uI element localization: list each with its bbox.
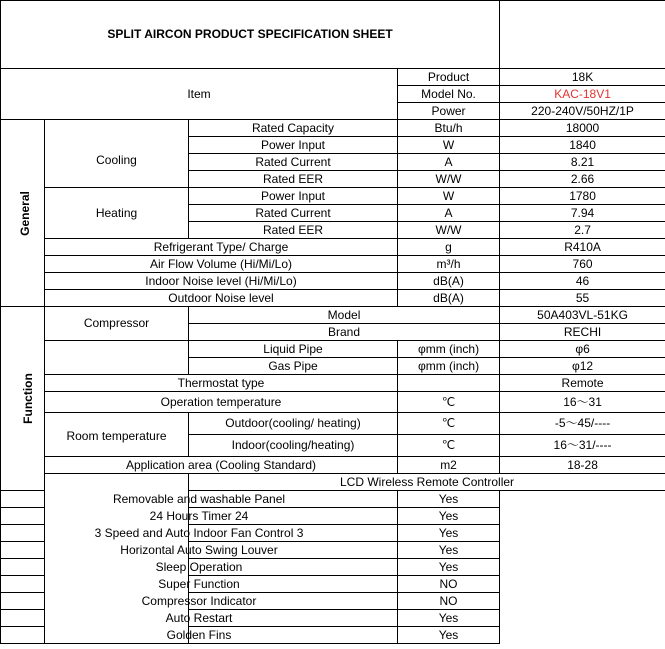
heating-unit: W/W <box>398 222 500 239</box>
heating-param: Power Input <box>189 188 398 205</box>
liquid-pipe-unit: φmm (inch) <box>398 341 500 358</box>
cooling-unit: W/W <box>398 171 500 188</box>
compressor-model-label: Model <box>189 307 500 324</box>
cooling-unit: A <box>398 154 500 171</box>
thermostat-value: Remote <box>500 375 665 392</box>
thermostat-unit <box>398 375 500 392</box>
heating-param: Rated EER <box>189 222 398 239</box>
feature-name: Auto Restart <box>1 610 398 627</box>
operation-temp-value: 16～31 <box>500 392 665 413</box>
cooling-unit: W <box>398 137 500 154</box>
feature-value: NO <box>398 576 500 593</box>
gas-pipe-unit: φmm (inch) <box>398 358 500 375</box>
feature-name: 24 Hours Timer 24 <box>1 508 398 525</box>
room-temp-indoor-label: Indoor(cooling/heating) <box>189 435 398 457</box>
feature-name: Golden Fins <box>1 627 398 644</box>
cooling-value: 8.21 <box>500 154 665 171</box>
cooling-param: Rated Current <box>189 154 398 171</box>
cooling-unit: Btu/h <box>398 120 500 137</box>
heating-unit: W <box>398 188 500 205</box>
product-value: 18K <box>500 69 665 86</box>
operation-temp-label: Operation temperature <box>45 392 398 413</box>
cooling-label: Cooling <box>45 120 189 188</box>
section-function <box>1 307 45 491</box>
feature-value: Yes <box>398 525 500 542</box>
outdoor-noise-unit: dB(A) <box>398 290 500 307</box>
section-general <box>1 120 45 307</box>
model-no-label: Model No. <box>398 86 500 103</box>
power-value: 220-240V/50HZ/1P <box>500 103 665 120</box>
airflow-value: 760 <box>500 256 665 273</box>
feature-value: NO <box>398 593 500 610</box>
gas-pipe-label: Gas Pipe <box>189 358 398 375</box>
feature-name: Removable and washable Panel <box>1 491 398 508</box>
cooling-value: 2.66 <box>500 171 665 188</box>
title-blank-cell <box>500 1 665 69</box>
gas-pipe-value: φ12 <box>500 358 665 375</box>
feature-name: Compressor Indicator <box>1 593 398 610</box>
heating-value: 1780 <box>500 188 665 205</box>
section-general-label: General <box>17 190 32 236</box>
airflow-label: Air Flow Volume (Hi/Mi/Lo) <box>45 256 398 273</box>
power-label: Power <box>398 103 500 120</box>
liquid-pipe-label: Liquid Pipe <box>189 341 398 358</box>
heating-value: 7.94 <box>500 205 665 222</box>
sheet-title: SPLIT AIRCON PRODUCT SPECIFICATION SHEET <box>1 1 500 69</box>
cooling-value: 18000 <box>500 120 665 137</box>
feature-name: LCD Wireless Remote Controller <box>189 474 665 491</box>
room-temp-indoor-value: 16～31/---- <box>500 435 665 457</box>
section-function-label: Function <box>20 373 35 424</box>
room-temp-outdoor-label: Outdoor(cooling/ heating) <box>189 413 398 435</box>
heating-value: 2.7 <box>500 222 665 239</box>
room-temp-outdoor-unit: ℃ <box>398 413 500 435</box>
room-temp-indoor-unit: ℃ <box>398 435 500 457</box>
feature-value: Yes <box>398 491 500 508</box>
compressor-model-value: 50A403VL-51KG <box>500 307 665 324</box>
feature-value: Yes <box>398 559 500 576</box>
compressor-label: Compressor <box>45 307 189 341</box>
thermostat-label: Thermostat type <box>45 375 398 392</box>
heating-param: Rated Current <box>189 205 398 222</box>
application-area-label: Application area (Cooling Standard) <box>45 457 398 474</box>
room-temp-label: Room temperature <box>45 413 189 457</box>
feature-value: Yes <box>398 610 500 627</box>
refrigerant-unit: g <box>398 239 500 256</box>
cooling-value: 1840 <box>500 137 665 154</box>
feature-name: Sleep Operation <box>1 559 398 576</box>
cooling-param: Rated Capacity <box>189 120 398 137</box>
room-temp-outdoor-value: -5～45/---- <box>500 413 665 435</box>
heating-unit: A <box>398 205 500 222</box>
outdoor-noise-value: 55 <box>500 290 665 307</box>
compressor-brand-label: Brand <box>189 324 500 341</box>
heating-label: Heating <box>45 188 189 239</box>
compressor-brand-value: RECHI <box>500 324 665 341</box>
item-label: Item <box>1 69 398 120</box>
model-no-value: KAC-18V1 <box>500 86 665 103</box>
indoor-noise-label: Indoor Noise level (Hi/Mi/Lo) <box>45 273 398 290</box>
feature-name: 3 Speed and Auto Indoor Fan Control 3 <box>1 525 398 542</box>
application-area-value: 18-28 <box>500 457 665 474</box>
cooling-param: Power Input <box>189 137 398 154</box>
feature-value: Yes <box>398 508 500 525</box>
feature-value: Yes <box>398 542 500 559</box>
feature-value: Yes <box>398 627 500 644</box>
liquid-pipe-value: φ6 <box>500 341 665 358</box>
indoor-noise-value: 46 <box>500 273 665 290</box>
indoor-noise-unit: dB(A) <box>398 273 500 290</box>
pipe-blank-cell <box>45 341 189 375</box>
feature-name: Super Function <box>1 576 398 593</box>
operation-temp-unit: ℃ <box>398 392 500 413</box>
product-label: Product <box>398 69 500 86</box>
refrigerant-value: R410A <box>500 239 665 256</box>
cooling-param: Rated EER <box>189 171 398 188</box>
airflow-unit: m³/h <box>398 256 500 273</box>
feature-name: Horizontal Auto Swing Louver <box>1 542 398 559</box>
outdoor-noise-label: Outdoor Noise level <box>45 290 398 307</box>
refrigerant-label: Refrigerant Type/ Charge <box>45 239 398 256</box>
application-area-unit: m2 <box>398 457 500 474</box>
